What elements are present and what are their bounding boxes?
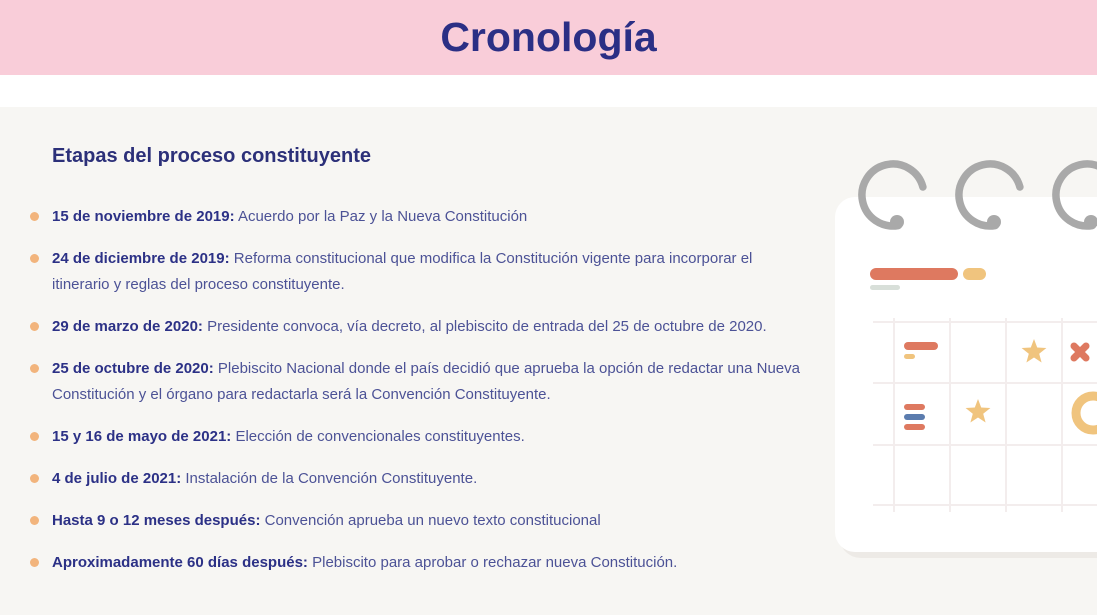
event-date: 15 y 16 de mayo de 2021: <box>52 428 232 445</box>
event-description: Plebiscito para aprobar o rechazar nueva Constitución. <box>312 554 678 571</box>
spiral-calendar-illustration <box>830 140 1097 570</box>
timeline-event <box>30 508 804 534</box>
calendar-subtitle-bar <box>870 285 900 290</box>
bullet-dot-icon <box>30 254 39 263</box>
event-description: Reforma constitucional que modifica la Constitución vigente para incorporar el itinerario y reglas del proceso constituyente. <box>52 250 753 293</box>
bullet-dot-icon <box>30 432 39 441</box>
event-description: Convención aprueba un nuevo texto constitucional <box>264 512 601 529</box>
section-heading: Etapas del proceso constituyente <box>52 145 371 167</box>
timeline-event <box>30 246 804 298</box>
event-date: 15 de noviembre de 2019: <box>52 208 235 225</box>
bullet-dot-icon <box>30 474 39 483</box>
event-description: Instalación de la Convención Constituyente. <box>185 470 478 487</box>
calendar-card <box>835 197 1097 552</box>
calendar-list-bars-icon <box>904 404 925 430</box>
bullet-dot-icon <box>30 558 39 567</box>
event-date: 29 de marzo de 2020: <box>52 318 203 335</box>
event-date: 25 de octubre de 2020: <box>52 360 214 377</box>
event-description: Acuerdo por la Paz y la Nueva Constitución <box>237 208 528 225</box>
timeline-list <box>30 204 804 592</box>
timeline-event <box>30 466 804 492</box>
header-divider-strip <box>0 75 1097 107</box>
timeline-event <box>30 314 804 340</box>
bullet-dot-icon <box>30 322 39 331</box>
bullet-dot-icon <box>30 516 39 525</box>
timeline-event <box>30 204 804 230</box>
page-header-band <box>0 0 1097 75</box>
event-date: 4 de julio de 2021: <box>52 470 182 487</box>
event-description: Plebiscito Nacional donde el país decidió que aprueba la opción de redactar una Nueva Constitución y el órgano para redactarla será la Convención Constituyente. <box>52 360 800 403</box>
timeline-event <box>30 424 804 450</box>
bullet-dot-icon <box>30 364 39 373</box>
event-date: Hasta 9 o 12 meses después: <box>52 512 261 529</box>
timeline-event <box>30 550 804 576</box>
bullet-dot-icon <box>30 212 39 221</box>
event-date: Aproximadamente 60 días después: <box>52 554 308 571</box>
timeline-event <box>30 356 804 408</box>
calendar-title-bar <box>870 268 958 280</box>
calendar-title-pill <box>963 268 986 280</box>
event-description: Presidente convoca, vía decreto, al plebiscito de entrada del 25 de octubre de 2020. <box>207 318 767 335</box>
event-description: Elección de convencionales constituyentes. <box>235 428 525 445</box>
page-title: Cronología <box>440 14 657 60</box>
event-date: 24 de diciembre de 2019: <box>52 250 230 267</box>
